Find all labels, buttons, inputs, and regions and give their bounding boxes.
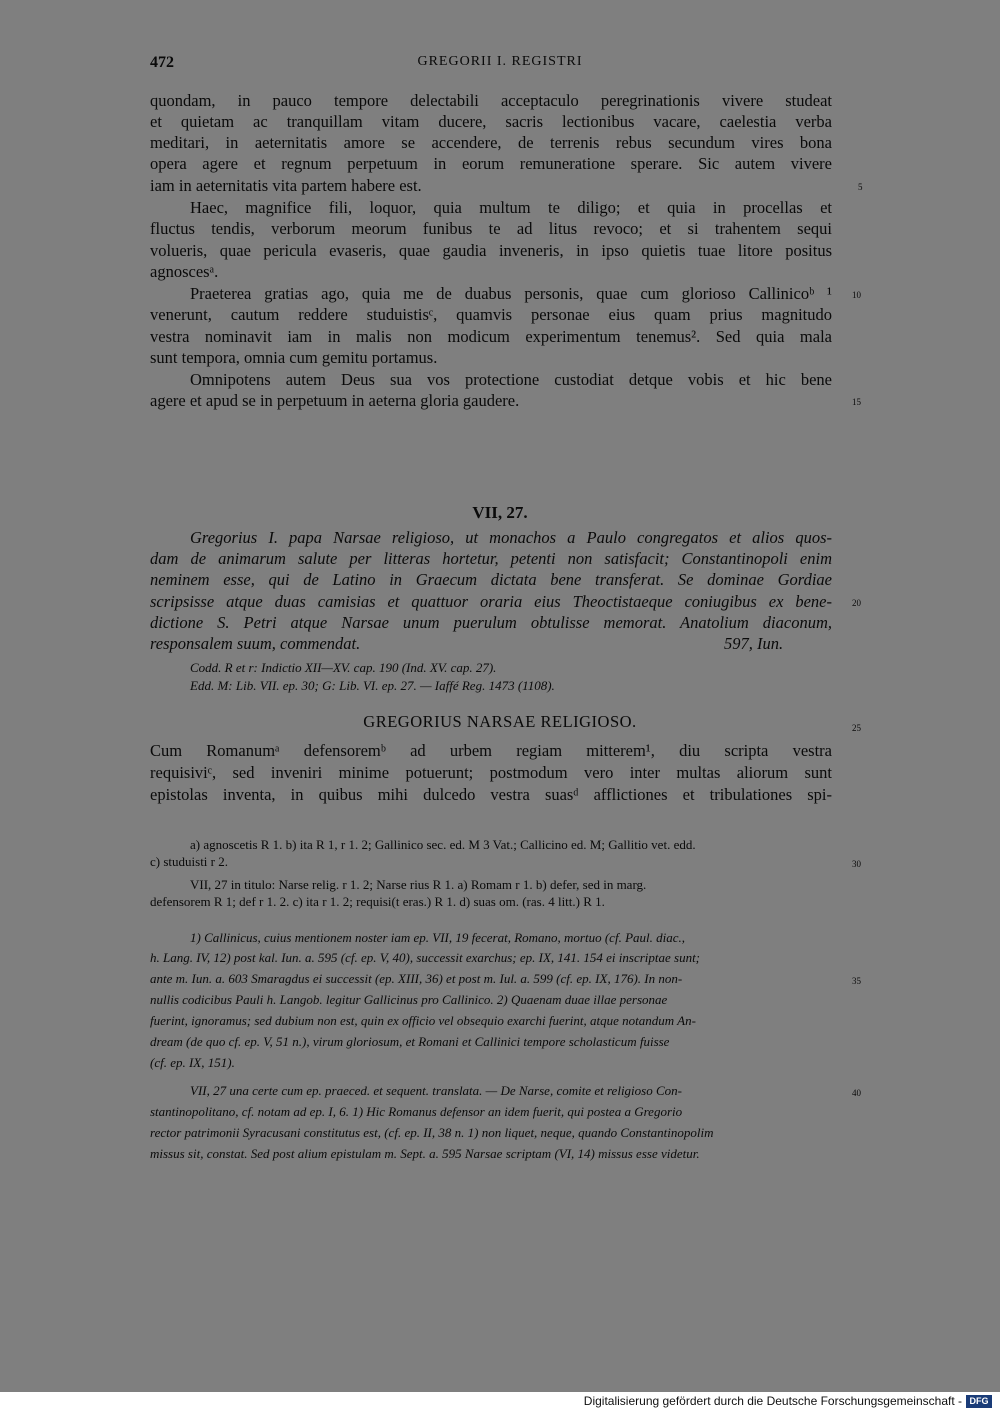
note-line: missus sit, constat. Sed post alium epistulam m. Sept. a. 595 Narsae scriptam (VI, 14) missus esse videtur. xyxy=(150,1146,700,1161)
footer-credit: Digitalisierung gefördert durch die Deutsche Forschungsgemeinschaft - xyxy=(583,1394,962,1408)
main-line: volueris, quae pericula evaseris, quae gaudia inveneris, in ipso quietis tuae litore positus xyxy=(150,241,832,260)
line-number: 5 xyxy=(858,182,863,192)
summary-line: responsalem suum, commendat. xyxy=(150,634,361,653)
apparatus-line: defensorem R 1; def r 1. 2. c) ita r 1. 2; requisi(t eras.) R 1. d) suas om. (ras. 4 litt.) R 1. xyxy=(150,894,605,909)
letter-address: GREGORIUS NARSAE RELIGIOSO. xyxy=(363,712,637,731)
note-line: dream (de quo cf. ep. V, 51 n.), virum gloriosum, et Romani et Callinici tempore scholasticum fuisse xyxy=(150,1034,670,1049)
main-line: agere et apud se in perpetuum in aeterna gloria gaudere. xyxy=(150,391,520,410)
running-title: GREGORII I. REGISTRI xyxy=(417,54,583,69)
letter-date: 597, Iun. xyxy=(724,634,784,653)
main-line: Omnipotens autem Deus sua vos protectione custodiat detque vobis et hic bene xyxy=(190,370,832,389)
letter-line: Cum Romanumᵃ defensoremᵇ ad urbem regiam mitterem¹, diu scripta vestra xyxy=(150,741,832,760)
footer-bar xyxy=(0,1392,1000,1411)
note-line: VII, 27 una certe cum ep. praeced. et sequent. translata. — De Narse, comite et religioso Con- xyxy=(190,1083,682,1098)
editions-line: Edd. M: Lib. VII. ep. 30; G: Lib. VI. ep. 27. — Iaffé Reg. 1473 (1108). xyxy=(190,678,555,693)
line-number: 10 xyxy=(852,290,861,300)
main-line: meditari, in aeternitatis amore se accendere, de terrenis rebus secundum vires bona xyxy=(150,133,832,152)
apparatus-line: a) agnoscetis R 1. b) ita R 1, r 1. 2; Gallinico sec. ed. M 3 Vat.; Callicino ed. M; Gallitio vet. edd. xyxy=(190,837,696,852)
line-number: 20 xyxy=(852,598,861,608)
note-line: fuerint, ignoramus; sed dubium non est, quin ex officio vel obsequio exarchi fuerint, atque notandum An- xyxy=(150,1013,696,1028)
summary-line: dictione S. Petri atque Narsae unum puerulum obtulisse memorat. Anatolium diaconum, xyxy=(150,613,832,632)
main-line: quondam, in pauco tempore delectabili acceptaculo peregrinationis vivere studeat xyxy=(150,91,832,110)
main-line: Praeterea gratias ago, quia me de duabus personis, quae cum glorioso Callinicoᵇ ¹ xyxy=(190,284,832,303)
main-line: fluctus tendis, verborum meorum funibus te ad litus revoco; et si trahentem sequi xyxy=(150,219,832,238)
line-number: 30 xyxy=(852,859,861,869)
summary-line: Gregorius I. papa Narsae religioso, ut monachos a Paulo congregatos et alios quos- xyxy=(190,528,832,547)
note-line: h. Lang. IV, 12) post kal. Iun. a. 595 (cf. ep. V, 40), successit exarchus; ep. IX, 141. 154 ei inscriptae sunt; xyxy=(150,950,701,965)
page-number: 472 xyxy=(150,54,174,71)
letter-heading: VII, 27. xyxy=(472,503,528,522)
apparatus-line: c) studuisti r 2. xyxy=(150,854,228,869)
codices-line: Codd. R et r: Indictio XII—XV. cap. 190 (Ind. XV. cap. 27). xyxy=(190,660,497,675)
apparatus-line: VII, 27 in titulo: Narse relig. r 1. 2; Narse rius R 1. a) Romam r 1. b) defer, sed in marg. xyxy=(190,877,647,892)
line-number: 35 xyxy=(852,976,861,986)
letter-line: epistolas inventa, in quibus mihi dulcedo vestra suasᵈ afflictiones et tribulationes spi- xyxy=(150,785,832,804)
main-line: iam in aeternitatis vita partem habere est. xyxy=(150,176,422,195)
main-line: Haec, magnifice fili, loquor, quia multum te diligo; et quia in procellas et xyxy=(190,198,832,217)
main-line: et quietam ac tranquillam vitam ducere, sacris lectionibus vacare, caelestia verba xyxy=(150,112,832,131)
main-line: venerunt, cautum reddere studuistisᶜ, quamvis personae eius quam prius magnitudo xyxy=(150,305,832,324)
note-line: rector patrimonii Syracusani constitutus est, (cf. ep. II, 38 n. 1) non liquet, neque, quando Constantinopolim xyxy=(150,1125,714,1140)
note-line: (cf. ep. IX, 151). xyxy=(150,1055,235,1070)
main-line: vestra nominavit iam in malis non modicum experimentum tenemus². Sed quia mala xyxy=(150,327,832,346)
line-number: 25 xyxy=(852,723,861,733)
main-line: sunt tempora, omnia cum gemitu portamus. xyxy=(150,348,438,367)
summary-line: dam de animarum salute per litteras hortetur, petenti non satisfacit; Constantinopoli enim xyxy=(150,549,832,568)
note-line: 1) Callinicus, cuius mentionem noster iam ep. VII, 19 fecerat, Romano, mortuo (cf. Paul. diac., xyxy=(190,930,686,945)
note-line: ante m. Iun. a. 603 Smaragdus ei successit (ep. XIII, 36) et post m. Iul. a. 599 (cf. ep. IX, 176). In non- xyxy=(150,971,683,986)
summary-line: neminem esse, qui de Latino in Graecum dictata bene transferat. Se dominae Gordiae xyxy=(150,570,832,589)
line-number: 15 xyxy=(852,397,861,407)
note-line: nullis codicibus Pauli h. Langob. legitur Gallicinus pro Callinico. 2) Quaenam duae illae personae xyxy=(150,992,668,1007)
summary-line: scripsisse atque duas camisias et quattuor oraria eius Theoctistaeque coniugibus ex bene- xyxy=(150,592,832,611)
line-number: 40 xyxy=(852,1088,861,1098)
note-line: stantinopolitano, cf. notam ad ep. I, 6. 1) Hic Romanus defensor an idem fuerit, qui postea a Gregorio xyxy=(150,1104,683,1119)
dfg-logo: DFG xyxy=(966,1395,992,1408)
main-line: opera agere et regnum perpetuum in eorum remuneratione sperare. Sic autem vivere xyxy=(150,154,832,173)
main-line: agnoscesᵃ. xyxy=(150,262,219,281)
letter-line: requisiviᶜ, sed inveniri minime potuerunt; postmodum vero inter multas aliorum sunt xyxy=(150,763,832,782)
